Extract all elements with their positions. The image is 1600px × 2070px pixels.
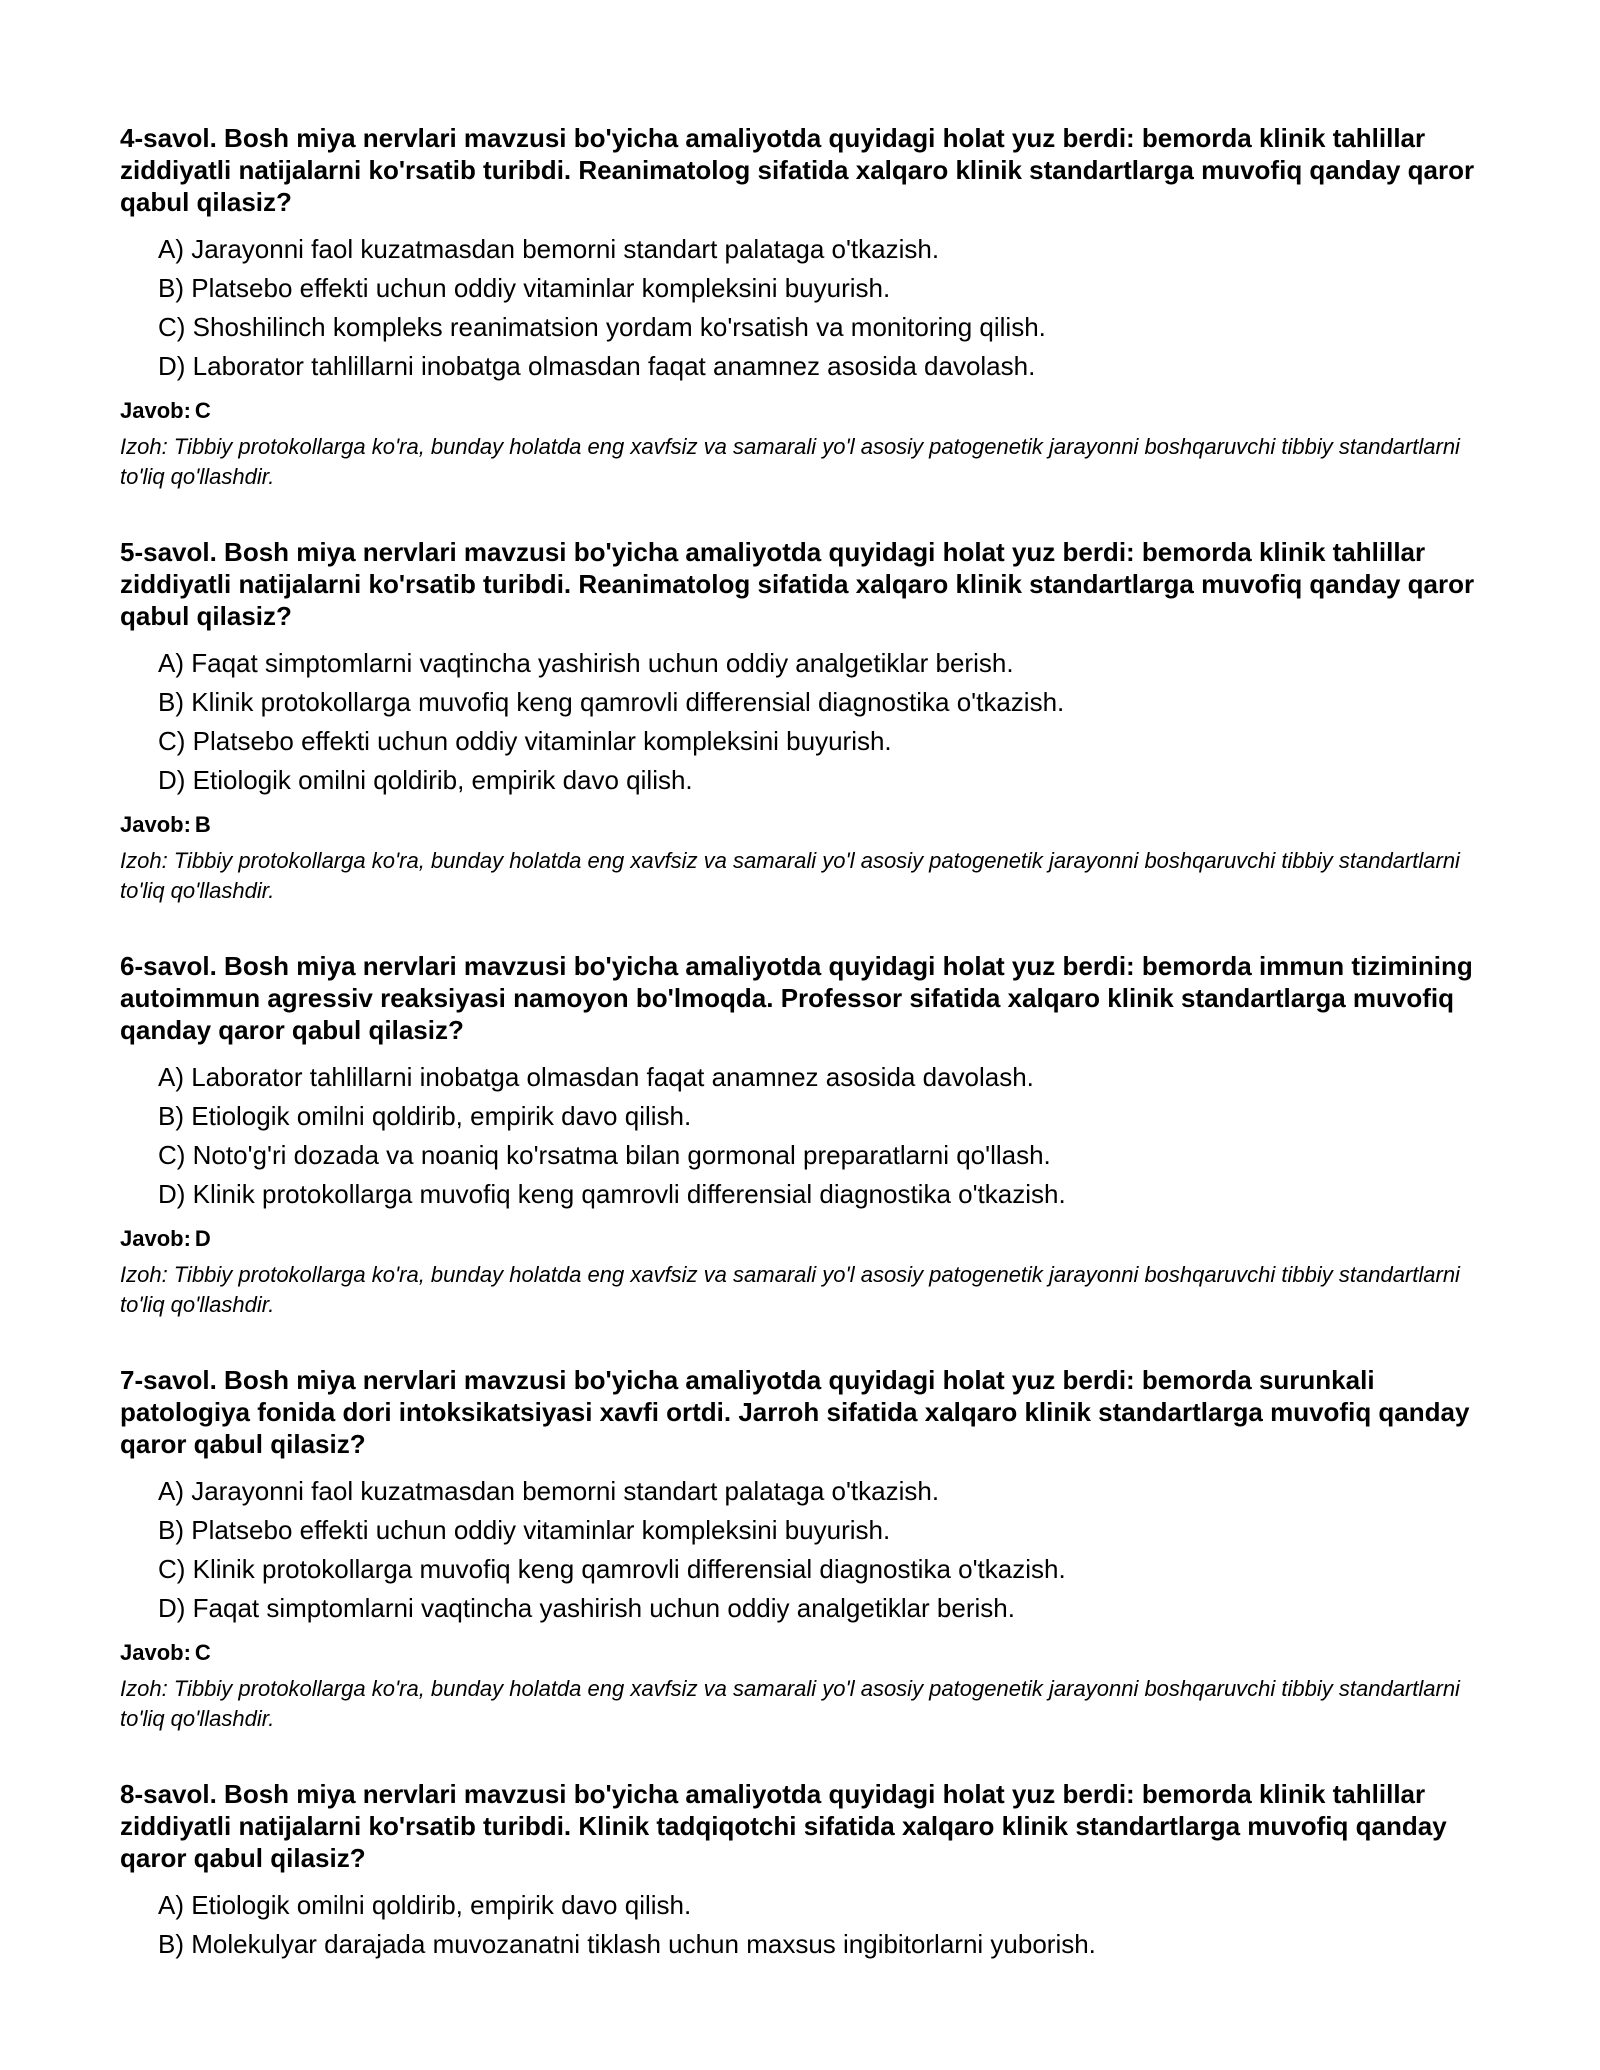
answer-label: Javob: (120, 812, 191, 837)
option-a: A) Faqat simptomlarni vaqtincha yashirish uchun oddiy analgetiklar berish. (158, 648, 1014, 678)
question-text: 8-savol. Bosh miya nervlari mavzusi bo'yicha amaliyotda quyidagi holat yuz berdi: bemorda klinik tahlillar ziddiyatli natijalarni ko'rsatib turibdi. Klinik tadqiqotchi sifatida xalqaro klinik standartlarga muvofiq qanday qaror qabul qilasiz? (120, 1779, 1447, 1873)
answer-line (120, 1638, 1490, 1668)
question-block (120, 1778, 1490, 1964)
question-block (120, 122, 1490, 492)
option-d: D) Etiologik omilni qoldirib, empirik davo qilish. (158, 765, 693, 795)
options-list (120, 1472, 1490, 1628)
options-list (120, 1058, 1490, 1214)
answer-line (120, 1224, 1490, 1254)
answer-label: Javob: (120, 1226, 191, 1251)
question-text: 7-savol. Bosh miya nervlari mavzusi bo'yicha amaliyotda quyidagi holat yuz berdi: bemorda surunkali patologiya fonida dori intoksikatsiyasi xavfi ortdi. Jarroh sifatida xalqaro klinik standartlarga muvofiq qanday qaror qabul qilasiz? (120, 1365, 1470, 1459)
answer-line (120, 396, 1490, 426)
question-text: 6-savol. Bosh miya nervlari mavzusi bo'yicha amaliyotda quyidagi holat yuz berdi: bemorda immun tizimining autoimmun agressiv reaksiyasi namoyon bo'lmoqda. Professor sifatida xalqaro klinik standartlarga muvofiq qanday qaror qabul qilasiz? (120, 951, 1473, 1045)
options-list (120, 644, 1490, 800)
answer-letter: B (194, 812, 211, 837)
explanation-note: Izoh: Tibbiy protokollarga ko'ra, bunday holatda eng xavfsiz va samarali yo'l asosiy patogenetik jarayonni boshqaruvchi tibbiy standartlarni to'liq qo'llashdir. (120, 434, 1460, 489)
option-c: C) Klinik protokollarga muvofiq keng qamrovli differensial diagnostika o'tkazish. (158, 1554, 1066, 1584)
option-a: A) Etiologik omilni qoldirib, empirik davo qilish. (158, 1890, 692, 1920)
option-c: C) Noto'g'ri dozada va noaniq ko'rsatma bilan gormonal preparatlarni qo'llash. (158, 1140, 1051, 1170)
option-a: A) Jarayonni faol kuzatmasdan bemorni standart palataga o'tkazish. (158, 1476, 940, 1506)
option-d: D) Klinik protokollarga muvofiq keng qamrovli differensial diagnostika o'tkazish. (158, 1179, 1066, 1209)
question-block (120, 1364, 1490, 1734)
option-d: D) Faqat simptomlarni vaqtincha yashirish uchun oddiy analgetiklar berish. (158, 1593, 1015, 1623)
question-block (120, 536, 1490, 906)
option-a: A) Jarayonni faol kuzatmasdan bemorni standart palataga o'tkazish. (158, 234, 940, 264)
explanation-note: Izoh: Tibbiy protokollarga ko'ra, bunday holatda eng xavfsiz va samarali yo'l asosiy patogenetik jarayonni boshqaruvchi tibbiy standartlarni to'liq qo'llashdir. (120, 1262, 1460, 1317)
explanation-note: Izoh: Tibbiy protokollarga ko'ra, bunday holatda eng xavfsiz va samarali yo'l asosiy patogenetik jarayonni boshqaruvchi tibbiy standartlarni to'liq qo'llashdir. (120, 848, 1460, 903)
explanation-note: Izoh: Tibbiy protokollarga ko'ra, bunday holatda eng xavfsiz va samarali yo'l asosiy patogenetik jarayonni boshqaruvchi tibbiy standartlarni to'liq qo'llashdir. (120, 1676, 1460, 1731)
option-c: C) Platsebo effekti uchun oddiy vitaminlar kompleksini buyurish. (158, 726, 892, 756)
option-a: A) Laborator tahlillarni inobatga olmasdan faqat anamnez asosida davolash. (158, 1062, 1034, 1092)
answer-letter: D (194, 1226, 211, 1251)
option-c: C) Shoshilinch kompleks reanimatsion yordam ko'rsatish va monitoring qilish. (158, 312, 1046, 342)
option-b: B) Platsebo effekti uchun oddiy vitaminlar kompleksini buyurish. (158, 273, 891, 303)
option-b: B) Platsebo effekti uchun oddiy vitaminlar kompleksini buyurish. (158, 1515, 891, 1545)
answer-label: Javob: (120, 398, 191, 423)
question-block (120, 950, 1490, 1320)
option-b: B) Etiologik omilni qoldirib, empirik davo qilish. (158, 1101, 692, 1131)
options-list (120, 230, 1490, 386)
question-text: 5-savol. Bosh miya nervlari mavzusi bo'yicha amaliyotda quyidagi holat yuz berdi: bemorda klinik tahlillar ziddiyatli natijalarni ko'rsatib turibdi. Reanimatolog sifatida xalqaro klinik standartlarga muvofiq qanday qaror qabul qilasiz? (120, 537, 1475, 631)
option-b: B) Molekulyar darajada muvozanatni tiklash uchun maxsus ingibitorlarni yuborish. (158, 1929, 1096, 1959)
options-list (120, 1886, 1490, 1964)
answer-letter: C (194, 1640, 211, 1665)
document-page (120, 122, 1490, 2008)
answer-letter: C (194, 398, 211, 423)
question-text: 4-savol. Bosh miya nervlari mavzusi bo'yicha amaliyotda quyidagi holat yuz berdi: bemorda klinik tahlillar ziddiyatli natijalarni ko'rsatib turibdi. Reanimatolog sifatida xalqaro klinik standartlarga muvofiq qanday qaror qabul qilasiz? (120, 123, 1475, 217)
answer-label: Javob: (120, 1640, 191, 1665)
option-b: B) Klinik protokollarga muvofiq keng qamrovli differensial diagnostika o'tkazish. (158, 687, 1065, 717)
option-d: D) Laborator tahlillarni inobatga olmasdan faqat anamnez asosida davolash. (158, 351, 1036, 381)
answer-line (120, 810, 1490, 840)
